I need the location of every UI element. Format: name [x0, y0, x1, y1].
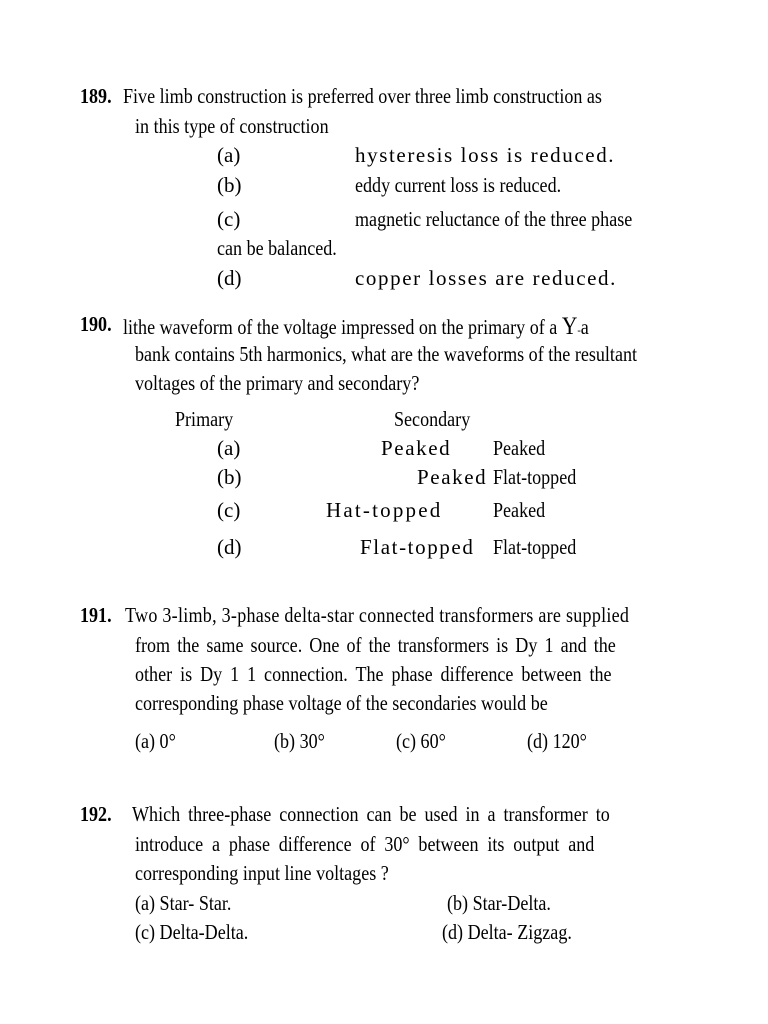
option-primary: Peaked	[417, 465, 488, 489]
option-text: magnetic reluctance of the three phase	[355, 207, 633, 231]
option-label: (a)	[217, 436, 241, 460]
column-header-secondary: Secondary	[394, 407, 471, 431]
question-stem: bank contains 5th harmonics, what are the waveforms of the resultant	[135, 342, 638, 366]
question-stem: Which three-phase connection can be used in a transformer to	[132, 802, 610, 826]
question-stem: Five limb construction is preferred over three limb construction as	[123, 84, 602, 108]
option-label: (c)	[217, 498, 241, 522]
option-a: (a) 0°	[135, 729, 176, 753]
column-header-primary: Primary	[175, 407, 234, 431]
option-label: (d)	[217, 535, 242, 559]
question-number: 189.	[80, 84, 112, 108]
option-a: (a) Star- Star.	[135, 891, 232, 915]
option-label: (c)	[217, 207, 241, 231]
option-text: hysteresis loss is reduced.	[355, 143, 616, 167]
option-c: (c) Delta-Delta.	[135, 920, 249, 944]
option-b: (b) Star-Delta.	[447, 891, 551, 915]
question-stem: corresponding input line voltages ?	[135, 861, 389, 885]
question-stem: corresponding phase voltage of the secondaries would be	[135, 691, 548, 715]
question-stem: voltages of the primary and secondary?	[135, 371, 420, 395]
option-text: eddy current loss is reduced.	[355, 173, 562, 197]
option-label: (b)	[217, 173, 242, 197]
question-stem: in this type of construction	[135, 114, 329, 138]
question-number: 192.	[80, 802, 112, 826]
option-primary: Hat-topped	[326, 498, 443, 522]
question-stem: from the same source. One of the transformers is Dy 1 and the	[135, 633, 616, 657]
question-stem: other is Dy 1 1 connection. The phase difference between the	[135, 662, 612, 686]
option-secondary: Peaked	[493, 498, 546, 522]
option-label: (b)	[217, 465, 242, 489]
option-d: (d) Delta- Zigzag.	[442, 920, 572, 944]
option-b: (b) 30°	[274, 729, 325, 753]
option-primary: Flat-topped	[360, 535, 475, 559]
question-number: 191.	[80, 603, 112, 627]
option-d: (d) 120°	[527, 729, 587, 753]
option-text: copper losses are reduced.	[355, 266, 617, 290]
option-secondary: Flat-topped	[493, 535, 577, 559]
option-c: (c) 60°	[396, 729, 446, 753]
option-primary: Peaked	[381, 436, 452, 460]
question-stem: lithe waveform of the voltage impressed on the primary of a Y-a	[123, 313, 589, 340]
option-label: (a)	[217, 143, 241, 167]
option-text-continued: can be balanced.	[217, 236, 337, 260]
option-label: (d)	[217, 266, 242, 290]
question-stem: introduce a phase difference of 30° between its output and	[135, 832, 595, 856]
question-stem: Two 3-limb, 3-phase delta-star connected transformers are supplied	[125, 603, 630, 627]
option-secondary: Peaked	[493, 436, 546, 460]
option-secondary: Flat-topped	[493, 465, 577, 489]
question-number: 190.	[80, 312, 112, 336]
